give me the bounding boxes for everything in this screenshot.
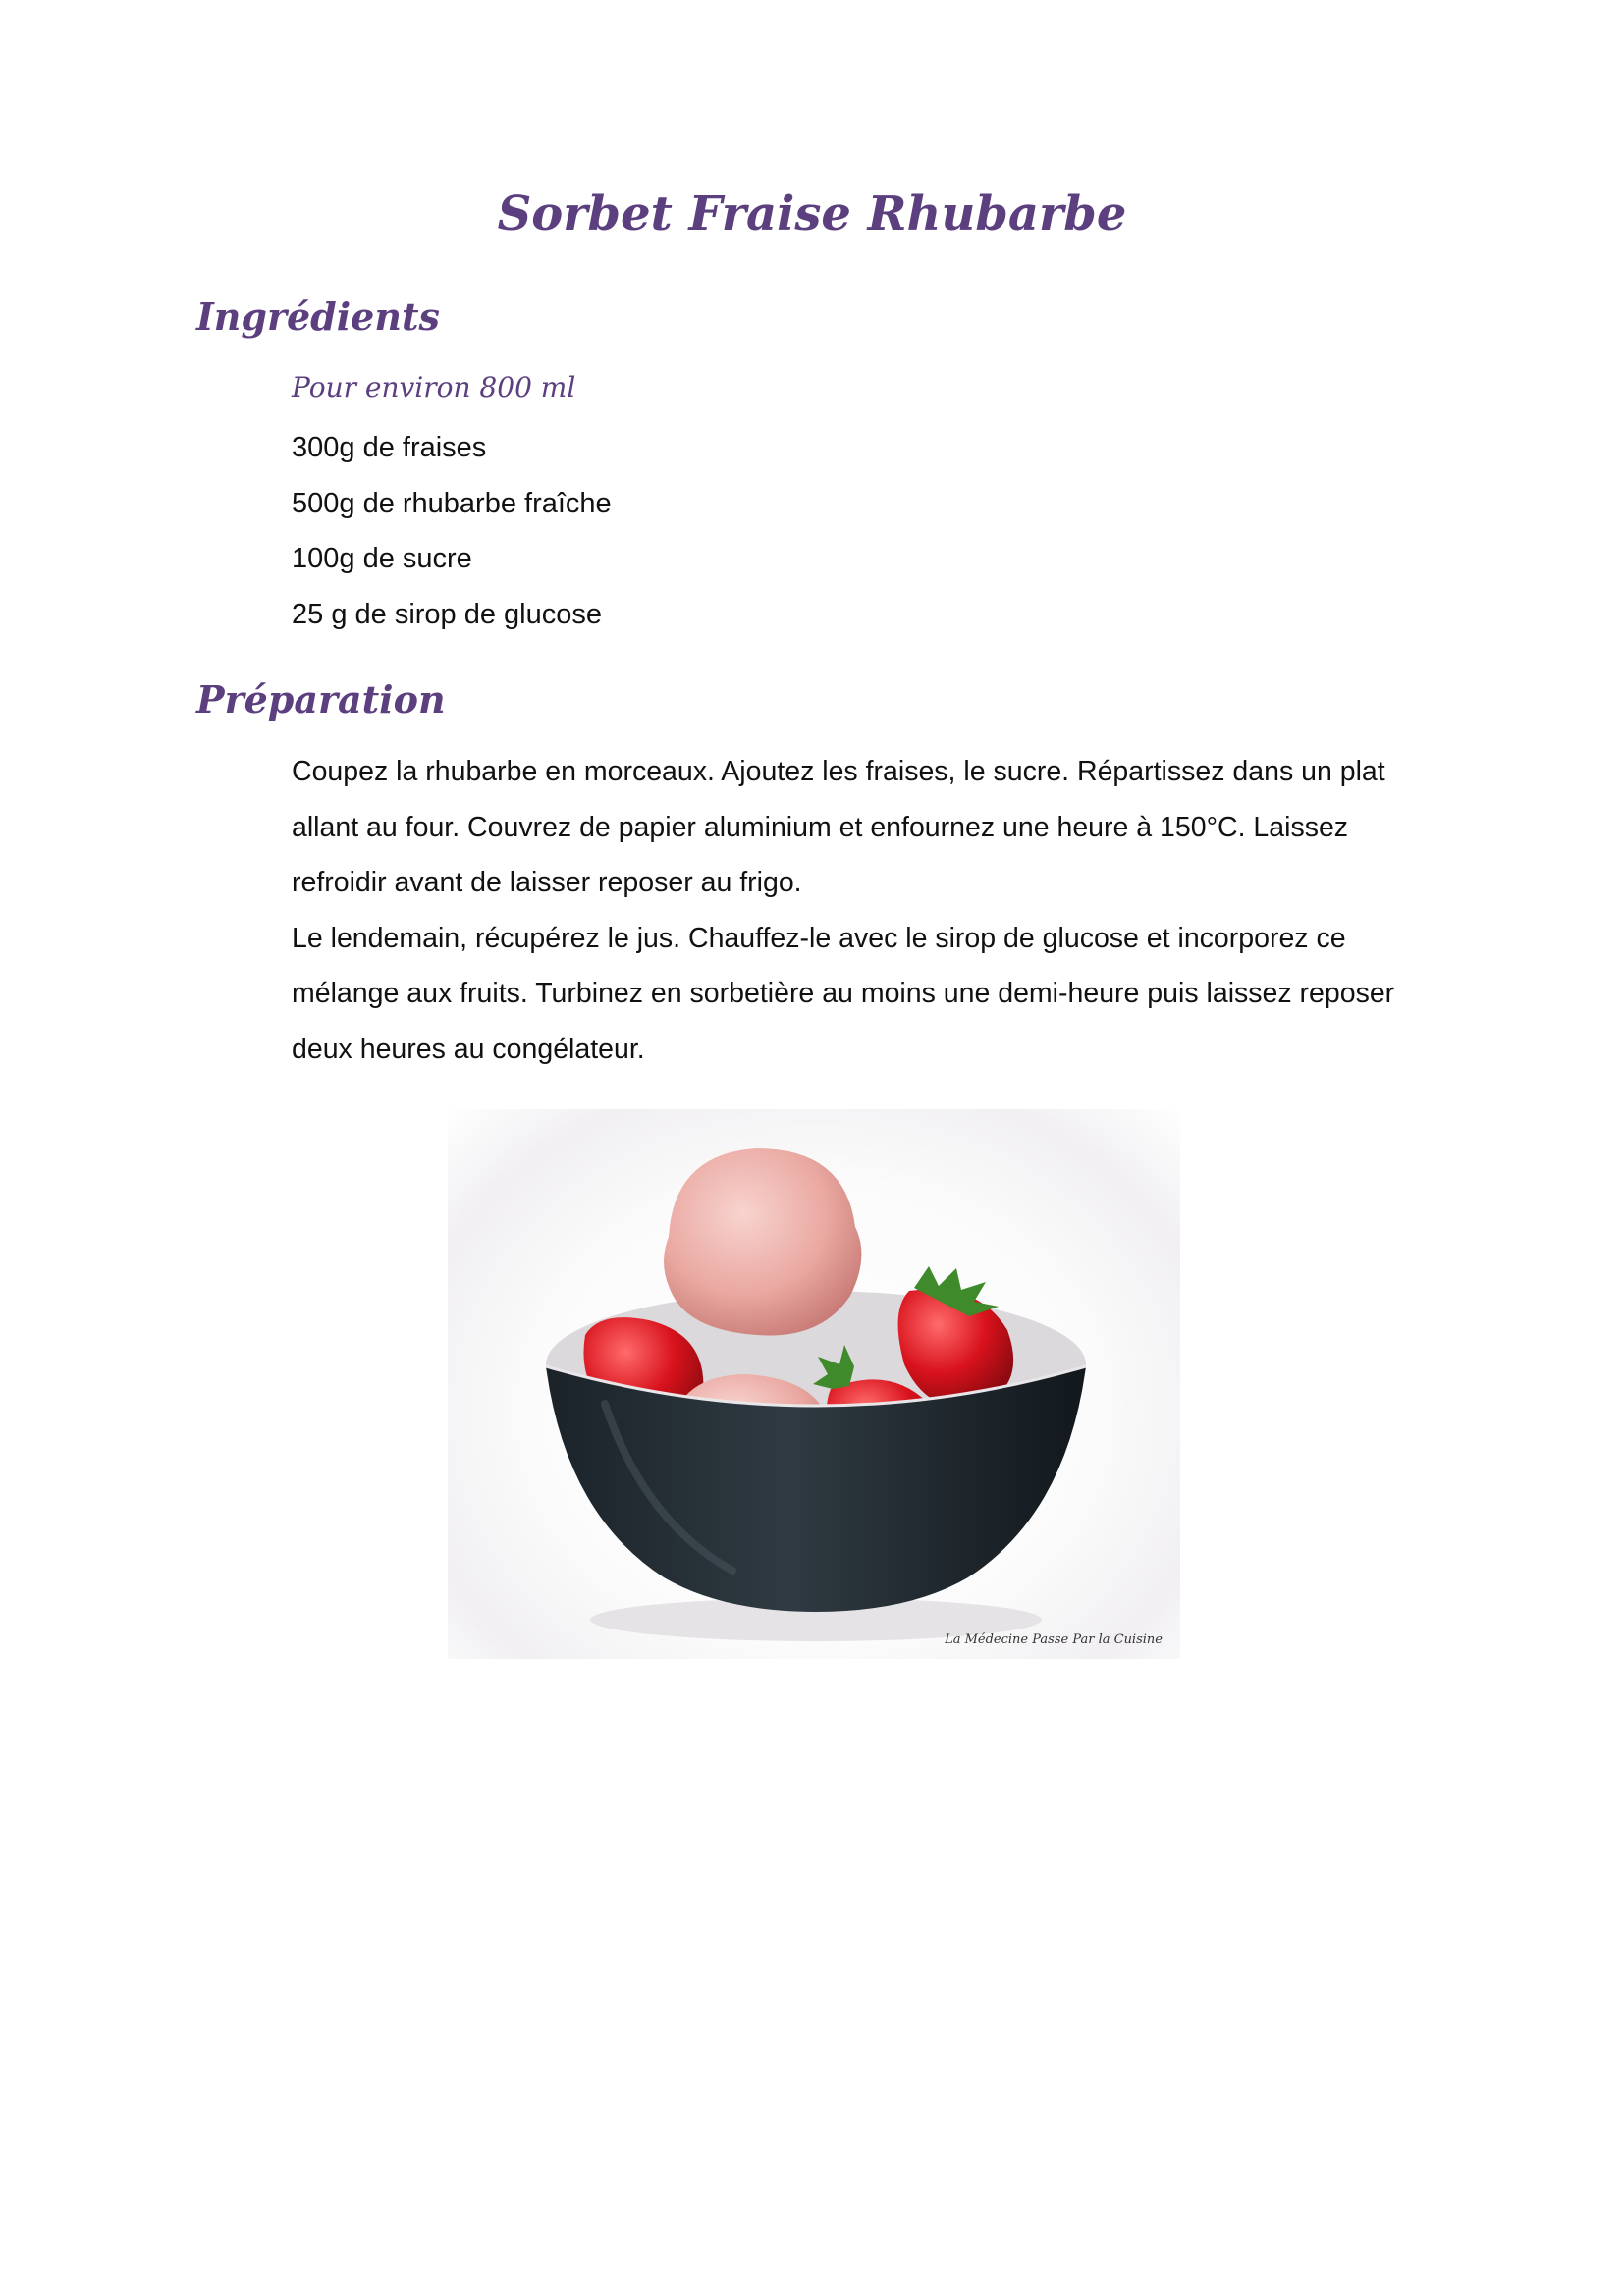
yield-subheading: Pour environ 800 ml	[292, 371, 576, 403]
ingredient-item: 300g de fraises	[292, 432, 487, 463]
sorbet-bowl-illustration	[448, 1109, 1180, 1659]
recipe-title: Sorbet Fraise Rhubarbe	[497, 187, 1127, 241]
preparation-paragraph: Le lendemain, récupérez le jus. Chauffez-le avec le sirop de glucose et incorporez ce mélange aux fruits. Turbinez en sorbetière au moins une demi-heure puis laissez reposer deux heures au congélateur.	[292, 922, 1395, 1065]
sorbet-scoop-top	[664, 1148, 861, 1336]
sorbet-photo	[448, 1109, 1180, 1659]
preparation-text	[292, 744, 1450, 1077]
photo-credit: La Médecine Passe Par la Cuisine	[945, 1632, 1163, 1647]
ingredient-item: 100g de sucre	[292, 543, 472, 574]
ingredient-item: 25 g de sirop de glucose	[292, 598, 602, 630]
ingredients-heading: Ingrédients	[196, 294, 440, 339]
preparation-paragraph: Coupez la rhubarbe en morceaux. Ajoutez les fraises, le sucre. Répartissez dans un plat allant au four. Couvrez de papier aluminium et enfournez une heure à 150°C. Laissez refroidir avant de laisser reposer au frigo.	[292, 756, 1385, 898]
ingredient-item: 500g de rhubarbe fraîche	[292, 487, 612, 519]
preparation-heading: Préparation	[196, 677, 446, 721]
ingredient-list	[292, 420, 612, 642]
